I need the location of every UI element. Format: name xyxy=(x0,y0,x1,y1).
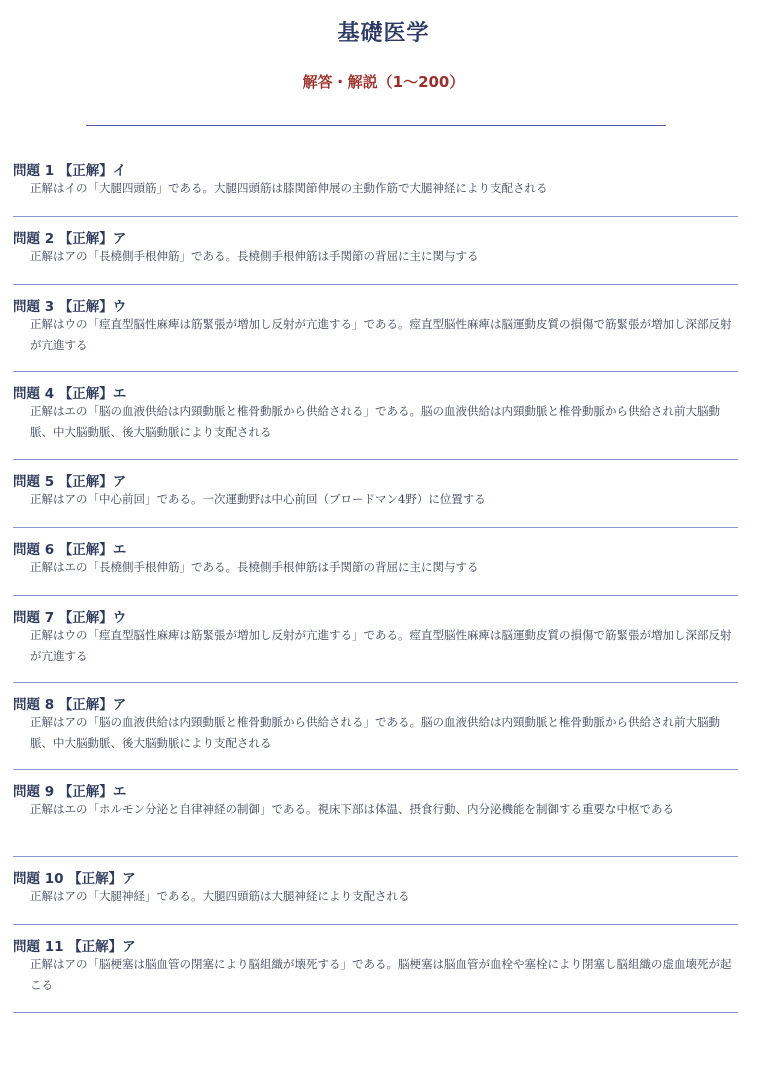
question-item-4 xyxy=(13,373,738,460)
page-title: 基礎医学 xyxy=(337,21,430,46)
question-explanation: 正解はウの「痙直型脳性麻痺は筋緊張が増加し反射が亢進する」である。痙直型脳性麻痺は脳運動皮質の損傷で筋緊張が増加し深部反射が亢進する xyxy=(30,628,732,663)
question-item-8 xyxy=(13,684,738,770)
question-explanation: 正解はアの「脳の血液供給は内頸動脈と椎骨動脈から供給される」である。脳の血液供給は内頸動脈と椎骨動脈から供給され前大脳動脈、中大脳動脈、後大脳動脈により支配される xyxy=(30,715,720,750)
question-heading: 問題 1 【正解】イ xyxy=(13,163,127,179)
question-explanation: 正解はウの「痙直型脳性麻痺は筋緊張が増加し反射が亢進する」である。痙直型脳性麻痺は脳運動皮質の損傷で筋緊張が増加し深部反射が亢進する xyxy=(30,317,732,352)
question-explanation: 正解はアの「中心前回」である。一次運動野は中心前回（ブロードマン4野）に位置する xyxy=(30,492,486,506)
question-heading: 問題 5 【正解】ア xyxy=(13,474,127,490)
question-heading: 問題 11 【正解】ア xyxy=(13,939,136,955)
question-heading: 問題 7 【正解】ウ xyxy=(13,610,127,626)
question-item-1 xyxy=(13,150,738,217)
question-item-3 xyxy=(13,286,738,372)
page-subtitle: 解答・解説（1〜200） xyxy=(302,73,465,91)
question-item-5 xyxy=(13,461,738,528)
question-heading: 問題 2 【正解】ア xyxy=(13,231,127,247)
question-explanation: 正解はイの「大腿四頭筋」である。大腿四頭筋は膝関節伸展の主動作筋で大腿神経により支配される xyxy=(30,181,548,195)
question-heading: 問題 3 【正解】ウ xyxy=(13,299,127,315)
question-explanation: 正解はエの「脳の血液供給は内頸動脈と椎骨動脈から供給される」である。脳の血液供給は内頸動脈と椎骨動脈から供給され前大脳動脈、中大脳動脈、後大脳動脈により支配される xyxy=(30,404,720,439)
question-explanation: 正解はアの「長橈側手根伸筋」である。長橈側手根伸筋は手関節の背屈に主に関与する xyxy=(30,249,479,263)
question-item-2 xyxy=(13,218,738,285)
header-divider xyxy=(86,125,666,126)
question-heading: 問題 10 【正解】ア xyxy=(13,871,136,887)
question-explanation: 正解はアの「脳梗塞は脳血管の閉塞により脳組織が壊死する」である。脳梗塞は脳血管が血栓や塞栓により閉塞し脳組織の虚血壊死が起こる xyxy=(30,957,732,992)
question-item-10 xyxy=(13,858,738,925)
question-explanation: 正解はアの「大腿神経」である。大腿四頭筋は大腿神経により支配される xyxy=(30,889,410,903)
question-heading: 問題 8 【正解】ア xyxy=(13,697,127,713)
question-heading: 問題 4 【正解】エ xyxy=(13,386,127,402)
question-item-9 xyxy=(13,771,738,857)
question-heading: 問題 6 【正解】エ xyxy=(13,542,127,558)
question-explanation: 正解はエの「ホルモン分泌と自律神経の制御」である。視床下部は体温、摂食行動、内分泌機能を制御する重要な中枢である xyxy=(30,802,674,816)
question-item-11 xyxy=(13,926,738,1013)
question-heading: 問題 9 【正解】エ xyxy=(13,784,127,800)
question-item-7 xyxy=(13,597,738,683)
question-explanation: 正解はエの「長橈側手根伸筋」である。長橈側手根伸筋は手関節の背屈に主に関与する xyxy=(30,560,479,574)
question-item-6 xyxy=(13,529,738,596)
